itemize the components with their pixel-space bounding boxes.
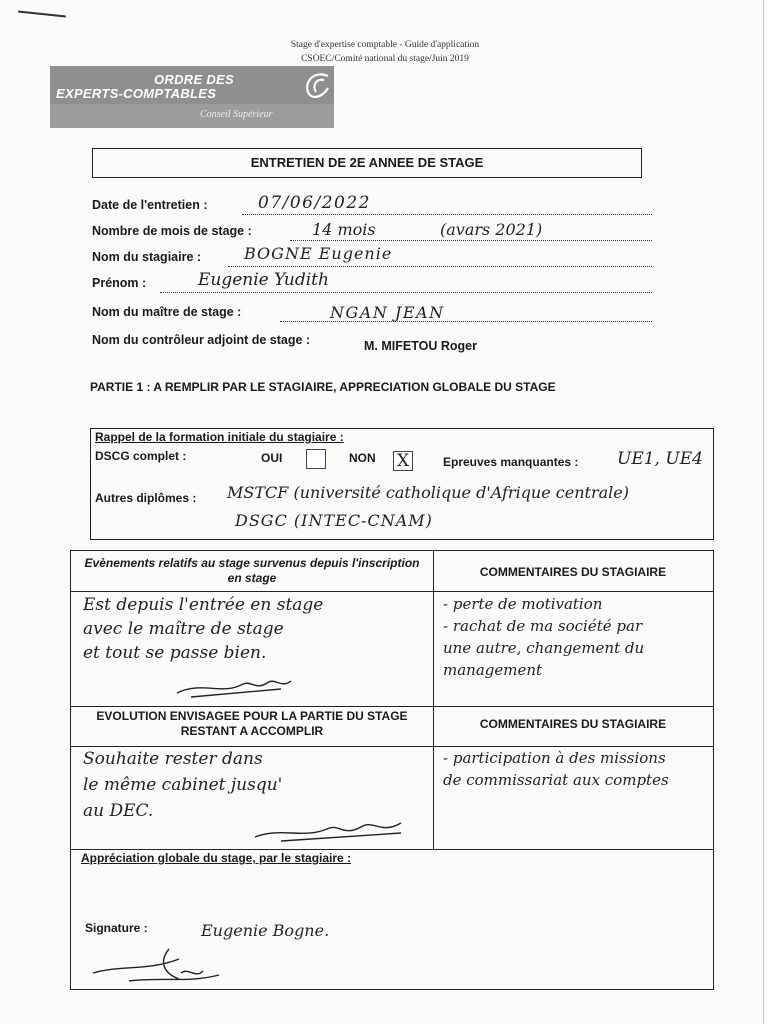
master-label: Nom du maître de stage : (92, 305, 242, 319)
form-title: ENTRETIEN DE 2E ANNEE DE STAGE (250, 155, 484, 170)
evolution-header: EVOLUTION ENVISAGEE POUR LA PARTIE DU STAGE RESTANT A ACCOMPLIR (96, 709, 408, 738)
name-value: BOGNE Eugenie (244, 244, 393, 263)
dscg-label: DSCG complet : (95, 449, 187, 463)
comment1-line-1: - perte de motivation (443, 595, 603, 613)
non-checkbox[interactable] (393, 451, 413, 471)
scan-mark (18, 10, 66, 17)
diplomes-label: Autres diplômes : (95, 491, 197, 505)
controller-label: Nom du contrôleur adjoint de stage : (92, 333, 311, 347)
epreuves-value: UE1, UE4 (617, 449, 703, 469)
page-edge (763, 0, 764, 1024)
row-divider-1 (71, 591, 713, 592)
guide-line-1: Stage d'expertise comptable - Guide d'application (290, 40, 480, 50)
months-dotline (290, 240, 652, 241)
controller-value: M. MIFETOU Roger (364, 339, 477, 353)
name-dotline (228, 266, 652, 267)
comment1-line-3: une autre, changement du (443, 639, 645, 657)
comment1-line-2: - rachat de ma société par (443, 617, 643, 635)
evolution-text-3: au DEC. (83, 801, 154, 821)
appreciation-label: Appréciation globale du stage, par le stagiaire : (81, 851, 352, 865)
master-signature-2 (251, 813, 421, 847)
months-note: (avars 2021) (440, 220, 543, 239)
date-label: Date de l'entretien : (92, 198, 208, 212)
non-label: NON (349, 451, 376, 465)
comments-header-1: COMMENTAIRES DU STAGIAIRE (479, 565, 667, 579)
formation-box (90, 428, 714, 540)
comment2-line-1: - participation à des missions (443, 749, 666, 767)
events-text-2: avec le maître de stage (83, 619, 284, 639)
firstname-label: Prénom : (92, 276, 147, 290)
comment2-line-2: de commissariat aux comptes (443, 771, 669, 789)
firstname-dotline (160, 292, 652, 293)
date-value: 07/06/2022 (258, 193, 371, 213)
oui-checkbox[interactable] (306, 449, 326, 469)
diplomes-line-2: DSGC (INTEC-CNAM) (235, 511, 433, 530)
row-divider-4 (71, 849, 713, 850)
signature-label: Signature : (85, 921, 148, 935)
epreuves-label: Epreuves manquantes : (443, 455, 579, 469)
ordre-experts-comptables-logo (50, 66, 334, 128)
events-header: Evènements relatifs au stage survenus depuis l'inscription en stage (84, 556, 420, 585)
evolution-text-1: Souhaite rester dans (83, 749, 263, 769)
master-signature-1 (171, 671, 311, 703)
row-divider-2 (71, 706, 713, 707)
guide-line-2: CSOEC/Comité national du stage/Juin 2019 (301, 54, 469, 64)
col-divider (433, 551, 434, 849)
diplomes-line-1: MSTCF (université catholique d'Afrique centrale) (227, 483, 629, 502)
signature-name: Eugenie Bogne. (201, 921, 330, 940)
master-value: NGAN JEAN (330, 303, 445, 322)
months-label: Nombre de mois de stage : (92, 224, 252, 238)
name-label: Nom du stagiaire : (92, 250, 202, 264)
rappel-label: Rappel de la formation initiale du stagiaire : (95, 430, 344, 444)
form-title-box (92, 148, 642, 178)
months-value: 14 mois (312, 220, 376, 239)
logo-line-2: EXPERTS-COMPTABLES (56, 86, 217, 101)
comment1-line-4: management (443, 661, 543, 679)
logo-line-1: ORDRE DES (154, 72, 234, 87)
oui-label: OUI (261, 451, 283, 465)
non-check-mark: X (396, 451, 410, 471)
events-text-1: Est depuis l'entrée en stage (83, 595, 324, 615)
logo-subtitle: Conseil Supérieur (200, 109, 273, 120)
evolution-text-2: le même cabinet jusqu' (83, 775, 283, 795)
part1-title: PARTIE 1 : A REMPLIR PAR LE STAGIAIRE, APPRECIATION GLOBALE DU STAGE (90, 380, 556, 394)
events-text-3: et tout se passe bien. (83, 643, 267, 663)
row-divider-3 (71, 746, 713, 747)
trainee-signature (89, 943, 239, 987)
comments-header-2: COMMENTAIRES DU STAGIAIRE (479, 717, 667, 731)
firstname-value: Eugenie Yudith (198, 270, 329, 290)
date-dotline (242, 214, 652, 215)
stage-table (70, 550, 714, 990)
logo-swirl-icon (302, 70, 332, 102)
